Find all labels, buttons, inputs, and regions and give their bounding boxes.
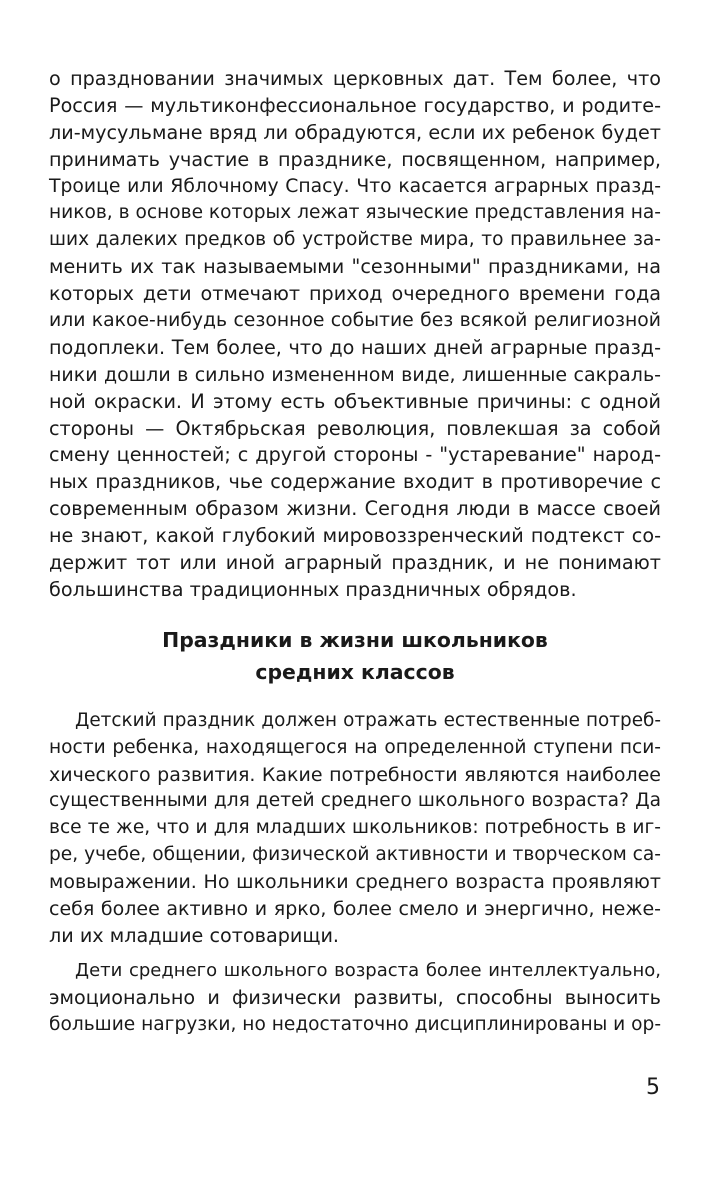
text-line: ли их младшие сотоварищи. (49, 923, 340, 947)
section-heading-line-1: Праздники в жизни школьников (162, 627, 548, 652)
text-line: или какое-нибудь сезонное событие без всякой религиозной (49, 310, 661, 332)
paragraph-3 (49, 958, 661, 1039)
paragraph-gap (49, 950, 661, 958)
text-line: ники дошли в сильно измененном виде, лишенные сакраль- (49, 363, 661, 386)
text-line: держит тот или иной аграрный праздник, и не понимают (49, 551, 661, 575)
text-line: большинства традиционных праздничных обрядов. (49, 577, 577, 601)
text-line: Дети среднего школьного возраста более интеллектуально, (75, 959, 661, 981)
page-number: 5 (646, 1075, 660, 1100)
text-line: которых дети отмечают приход очередного времени года (49, 282, 661, 306)
text-line: хического развития. Какие потребности являются наиболее (49, 763, 661, 786)
text-line: подоплеки. Тем более, что до наших дней аграрные празд- (49, 335, 661, 359)
section-heading-line-2: средних классов (255, 659, 455, 684)
text-line: современным образом жизни. Сегодня люди в массе своей (49, 497, 661, 521)
text-line: ных праздников, чье содержание входит в противоречие с (49, 470, 661, 494)
paragraph-1 (49, 66, 661, 604)
text-line: все те же, что и для младших школьников: потребность в иг- (49, 817, 661, 839)
section-heading (49, 624, 661, 688)
text-line: ников, в основе которых лежат языческие представления на- (49, 202, 662, 224)
text-line: большие нагрузки, но недостаточно дисциплинированы и ор- (49, 1013, 662, 1035)
page-body (49, 66, 661, 1039)
text-line: менить их так называемыми "сезонными" праздниками, на (49, 255, 661, 279)
text-line: ли-мусульмане вряд ли обрадуются, если их ребенок будет (49, 120, 661, 144)
text-line: ной окраски. И этому есть объективные причины: с одной (49, 389, 661, 413)
text-line: ших далеких предков об устройстве мира, то правильнее за- (49, 229, 661, 251)
text-line: Детский праздник должен отражать естественные потреб- (75, 709, 661, 731)
text-line: смену ценностей; с другой стороны - "устаревание" народ- (49, 443, 661, 467)
text-line: принимать участие в празднике, посвященном, например, (49, 147, 661, 171)
text-line: ности ребенка, находящегося на определенной ступени пси- (49, 736, 661, 758)
text-line: о праздновании значимых церковных дат. Тем более, что (49, 67, 661, 90)
text-line: ре, учебе, общении, физической активности и творческом са- (49, 844, 661, 866)
paragraph-2 (49, 708, 661, 950)
text-line: существенными для детей среднего школьного возраста? Да (49, 790, 661, 812)
text-line: Троице или Яблочному Спасу. Что касается аграрных празд- (49, 175, 661, 197)
text-line: мовыражении. Но школьники среднего возраста проявляют (49, 871, 661, 894)
text-line: эмоционально и физически развиты, способны выносить (49, 985, 661, 1009)
text-line: Россия — мультиконфессиональное государство, и родите- (49, 93, 661, 117)
text-line: не знают, какой глубокий мировоззренческий подтекст со- (49, 524, 661, 548)
text-line: стороны — Октябрьская революция, повлекшая за собой (49, 416, 661, 440)
text-line: себя более активно и ярко, более смело и энергично, неже- (49, 898, 661, 921)
